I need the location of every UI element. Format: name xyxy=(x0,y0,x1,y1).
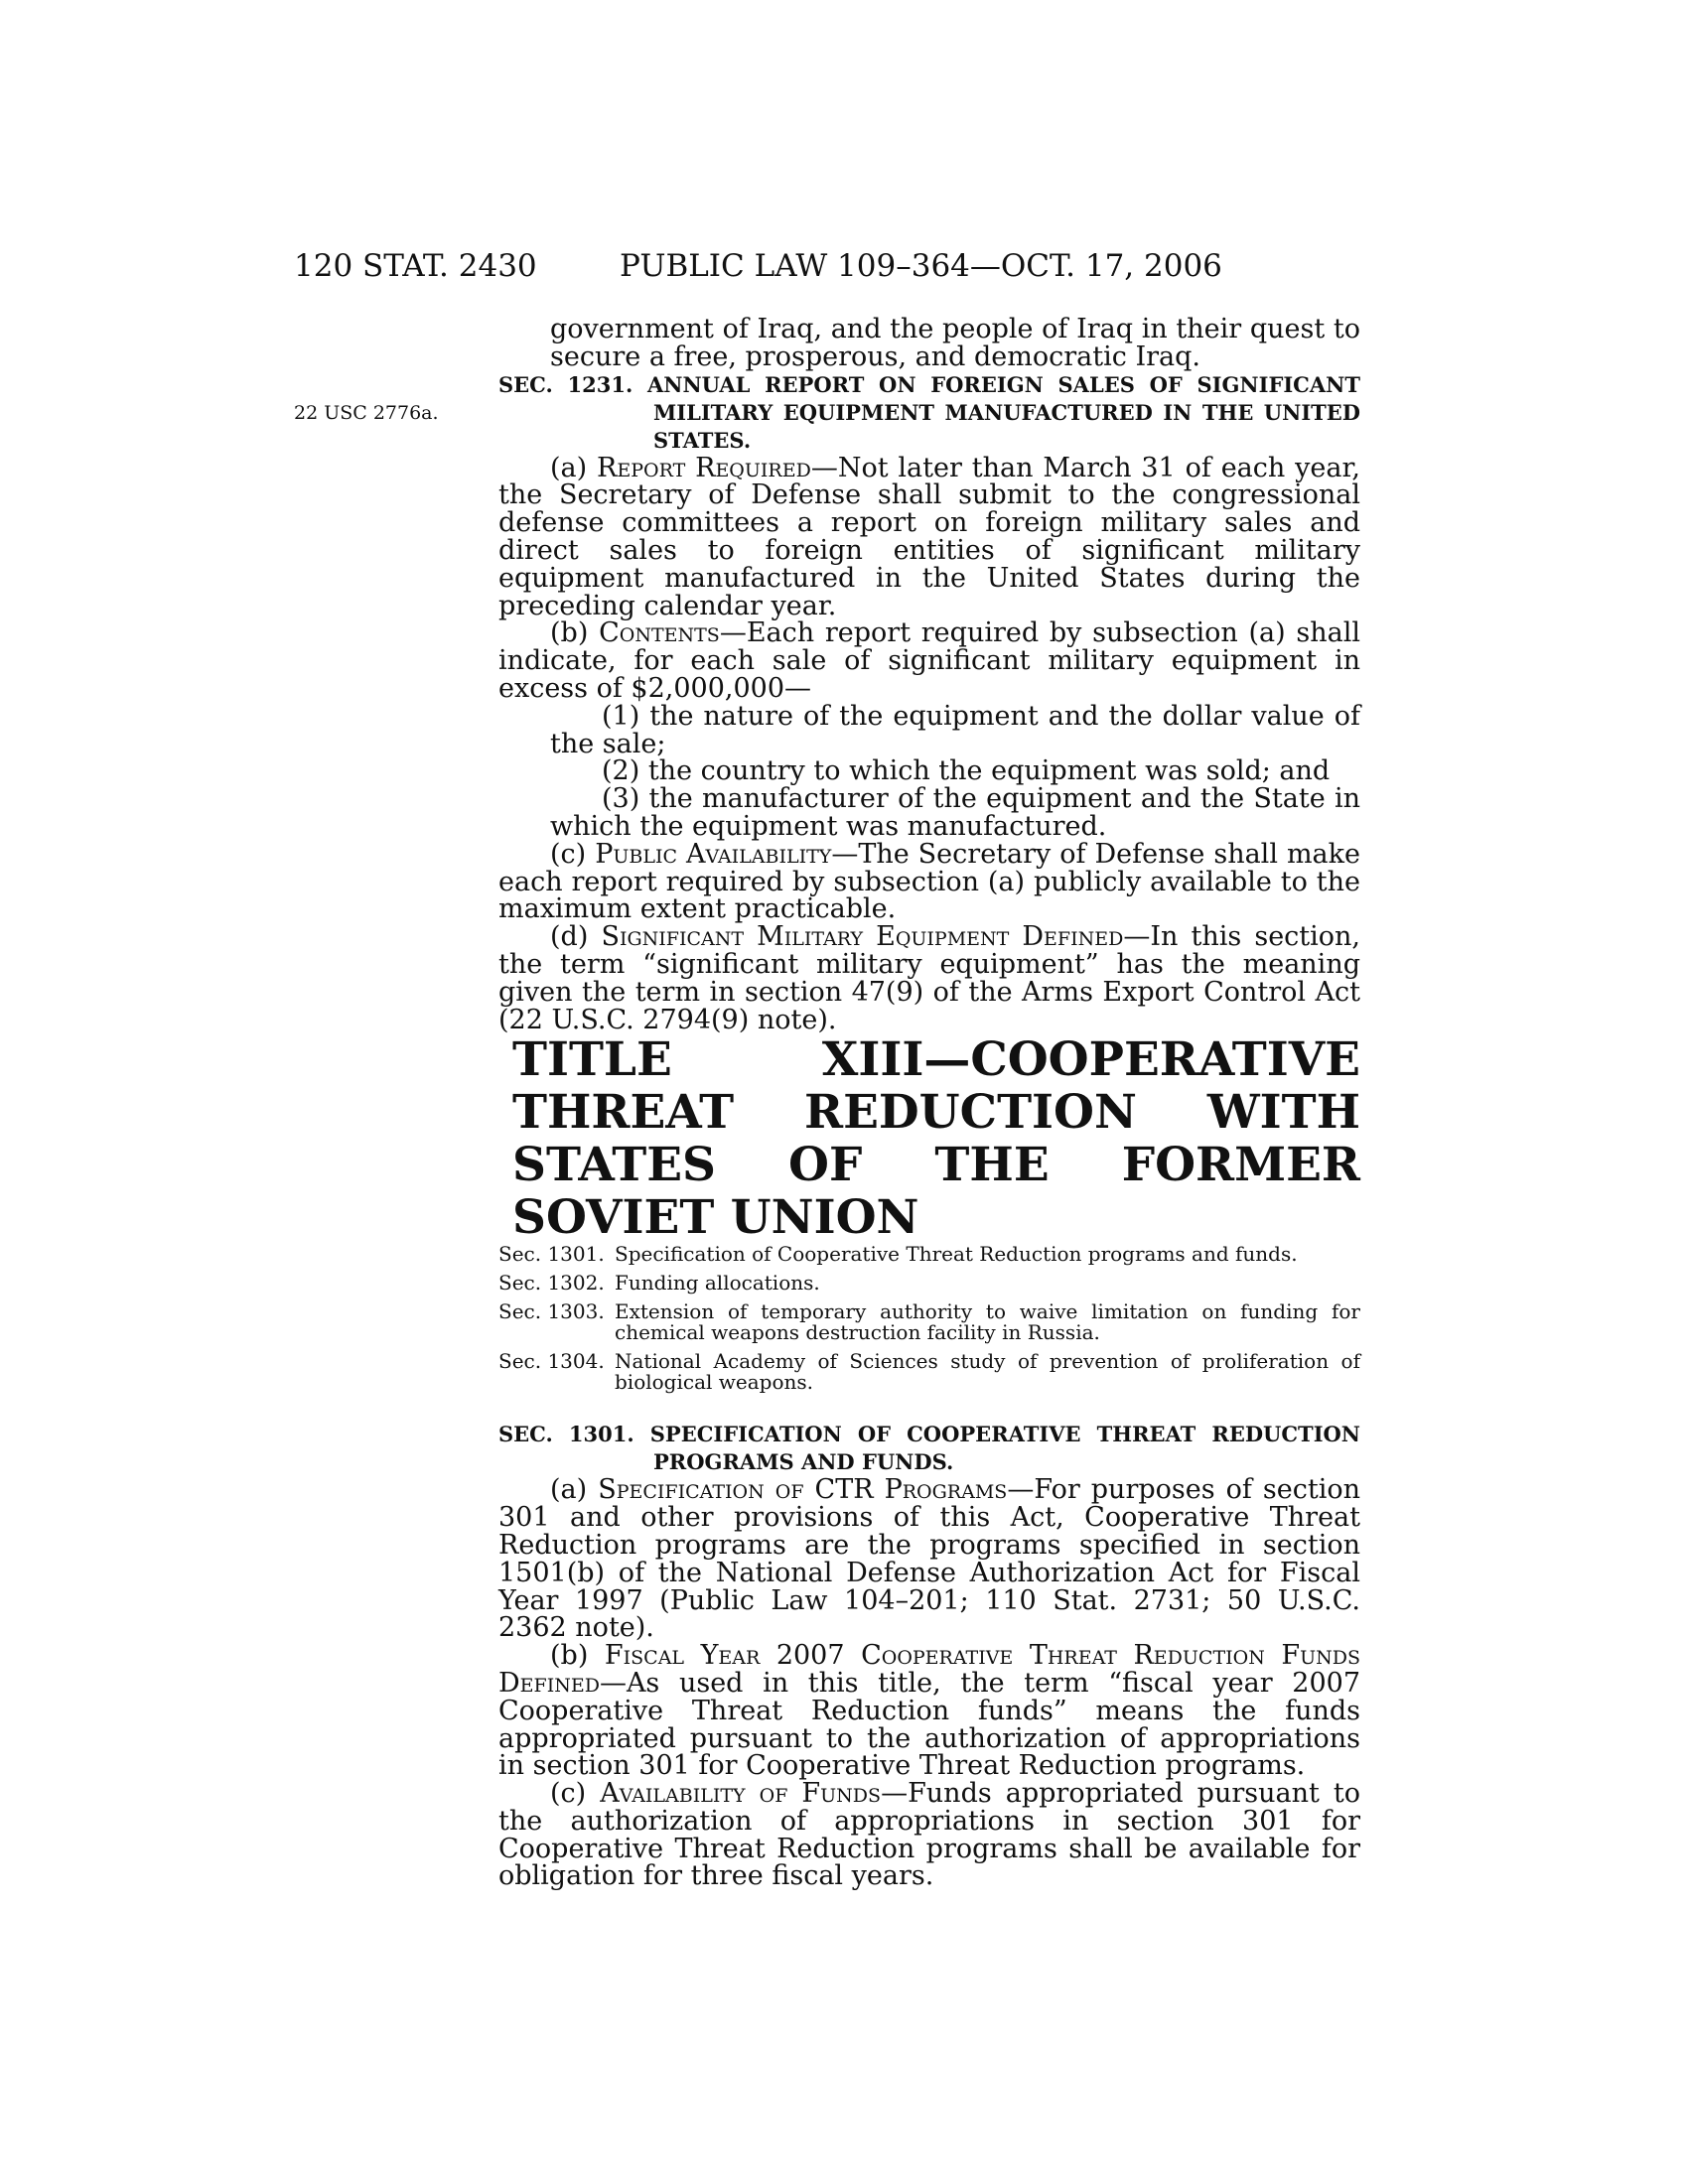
subsection-a xyxy=(498,1476,1360,1642)
paragraph-1: (1) the nature of the equipment and the dollar value of the sale; xyxy=(550,700,1360,759)
toc-section-title: Funding allocations. xyxy=(615,1271,820,1296)
running-head xyxy=(294,248,1366,288)
subsection-heading: Availability of Funds xyxy=(600,1778,882,1810)
public-law-citation: PUBLIC LAW 109–364—OCT. 17, 2006 xyxy=(620,248,1222,284)
subsection-label: (a) xyxy=(550,1474,588,1506)
subsection-a xyxy=(498,452,1360,621)
paragraph-2: (2) the country to which the equipment was sold; and xyxy=(602,755,1331,787)
section-1301-heading xyxy=(498,1421,1360,1476)
subsection-label: (d) xyxy=(550,921,589,953)
title-xiii-heading: TITLE XIII—COOPERATIVE THREAT REDUCTION WITH STATES OF THE FORMER SOVIET UNION xyxy=(512,1032,1360,1246)
subsection-heading: Report Required xyxy=(597,452,811,483)
margin-note-usc: 22 USC 2776a. xyxy=(294,402,439,424)
toc-section-number: Sec. 1303. xyxy=(498,1299,605,1324)
subsection-text: —In this section, the term “significant military equipment” has the meaning given the term in section 47(9) of the Arms Export Control Act (22 U.S.C. 2794(9) note). xyxy=(498,921,1361,1035)
toc-entry xyxy=(498,1301,1360,1343)
subsection-c xyxy=(498,1780,1360,1890)
section-1231-heading xyxy=(498,371,1360,455)
section-number: SEC. 1301. xyxy=(498,1422,634,1447)
continuation-paragraph: government of Iraq, and the people of Iraq in their quest to secure a free, prosperous, and democratic Iraq. xyxy=(550,314,1360,372)
subsection-heading: Specification of CTR Programs xyxy=(598,1474,1008,1506)
toc-entry xyxy=(498,1244,1360,1265)
subsection-b xyxy=(498,619,1360,702)
stat-page-number: 120 STAT. 2430 xyxy=(294,248,537,284)
subsection-label: (b) xyxy=(550,617,589,649)
subsection-heading: Public Availability xyxy=(595,838,832,870)
subsection-label: (c) xyxy=(550,838,587,870)
subsection-heading: Significant Military Equipment Defined xyxy=(601,921,1124,953)
subsection-text: —For purposes of section 301 and other provisions of this Act, Cooperative Threat Reduction programs are the programs specified in section 1501(b) of the National Defense Authorization Act for Fiscal Year 1997 (Public Law 104–201; 110 Stat. 2731; 50 U.S.C. 2362 note). xyxy=(498,1474,1360,1644)
subsection-heading: Contents xyxy=(599,617,720,649)
subsection-text: —Not later than March 31 of each year, the Secretary of Defense shall submit to the congressional defense committees a report on foreign military sales and direct sales to foreign entities of significant military equipment manufactured in the United States during the preceding calendar year. xyxy=(498,452,1360,621)
toc-section-number: Sec. 1301. xyxy=(498,1242,605,1267)
subsection-c xyxy=(498,838,1360,925)
toc-section-title: Specification of Cooperative Threat Reduction programs and funds. xyxy=(615,1242,1298,1267)
toc-section-number: Sec. 1304. xyxy=(498,1349,605,1374)
subsection-text: —The Secretary of Defense shall make each report required by subsection (a) publicly available to the maximum extent practicable. xyxy=(498,838,1360,925)
subsection-heading: Fiscal Year 2007 Cooperative Threat Reduction Funds Defined xyxy=(498,1640,1360,1699)
toc-section-title: Extension of temporary authority to waive limitation on funding for chemical weapons destruction facility in Russia. xyxy=(615,1299,1360,1345)
section-title: ANNUAL REPORT ON FOREIGN SALES OF SIGNIFICANT MILITARY EQUIPMENT MANUFACTURED IN THE UNITED STATES. xyxy=(646,371,1361,453)
subsection-d xyxy=(498,923,1360,1033)
subsection-text: —Funds appropriated pursuant to the authorization of appropriations in section 301 for Cooperative Threat Reduction programs shall be available for obligation for three fiscal years. xyxy=(498,1778,1360,1892)
table-of-contents xyxy=(498,1244,1360,1393)
subsection-b xyxy=(498,1642,1360,1780)
toc-section-number: Sec. 1302. xyxy=(498,1271,605,1296)
section-number: SEC. 1231. xyxy=(498,371,633,397)
paragraph-3: (3) the manufacturer of the equipment and the State in which the equipment was manufactured. xyxy=(550,783,1360,842)
subsection-text: —Each report required by subsection (a) shall indicate, for each sale of significant military equipment in excess of $2,000,000— xyxy=(498,617,1360,704)
toc-section-title: National Academy of Sciences study of prevention of proliferation of biological weapons. xyxy=(615,1349,1360,1395)
subsection-text: —As used in this title, the term “fiscal year 2007 Cooperative Threat Reduction funds” means the funds appropriated pursuant to the authorization of appropriations in section 301 for Cooperative Threat Reduction programs. xyxy=(498,1667,1360,1782)
toc-entry xyxy=(498,1351,1360,1393)
subsection-label: (a) xyxy=(550,452,588,483)
section-title: SPECIFICATION OF COOPERATIVE THREAT REDUCTION PROGRAMS AND FUNDS. xyxy=(649,1422,1360,1475)
subsection-label: (b) xyxy=(550,1640,589,1672)
body-text xyxy=(498,316,1360,1890)
toc-entry xyxy=(498,1273,1360,1294)
subsection-label: (c) xyxy=(550,1778,587,1810)
